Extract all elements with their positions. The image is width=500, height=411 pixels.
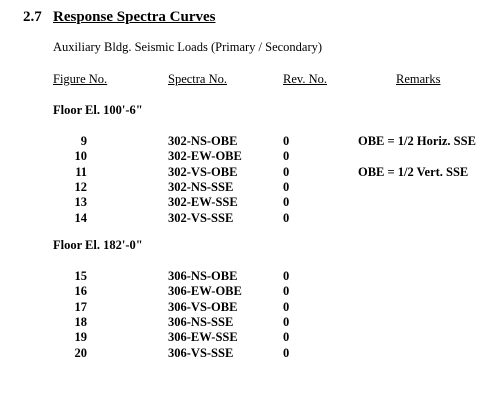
- figure-number: 20: [74, 345, 87, 360]
- revision-number: 0: [283, 330, 290, 345]
- figure-number: 14: [74, 210, 87, 225]
- figure-number: 13: [74, 195, 87, 210]
- spectra-number: 306-EW-OBE: [168, 284, 242, 299]
- spectra-number: 302-VS-OBE: [168, 164, 238, 179]
- revision-number: 0: [283, 269, 290, 283]
- table-row: [0, 300, 500, 315]
- spectra-number: 306-NS-SSE: [168, 314, 234, 329]
- spectra-number: 302-NS-OBE: [168, 134, 238, 148]
- figure-number: 19: [74, 330, 87, 345]
- revision-number: 0: [283, 314, 290, 329]
- spectra-number: 306-EW-SSE: [168, 330, 238, 345]
- table-row: [0, 180, 500, 195]
- revision-number: 0: [283, 149, 290, 164]
- figure-number: 15: [74, 269, 87, 283]
- spectra-number: 306-VS-SSE: [168, 345, 234, 360]
- spectra-number: 302-EW-OBE: [168, 149, 242, 164]
- remarks-text: OBE = 1/2 Horiz. SSE: [358, 134, 476, 148]
- spectra-number: 306-NS-OBE: [168, 269, 238, 283]
- table-row: [0, 195, 500, 210]
- figure-number: 9: [80, 134, 87, 148]
- floor-heading: Floor El. 182'-0": [53, 238, 143, 252]
- table-row: [0, 315, 500, 330]
- table-row: [0, 284, 500, 299]
- revision-number: 0: [283, 179, 290, 194]
- table-row: [0, 346, 500, 361]
- table-row: [0, 134, 500, 149]
- table-row: [0, 165, 500, 180]
- figure-number: 10: [74, 149, 87, 164]
- column-header-spectra: Spectra No.: [168, 72, 228, 86]
- spectra-number: 306-VS-OBE: [168, 299, 238, 314]
- column-header-remarks: Remarks: [396, 72, 441, 86]
- figure-number: 18: [74, 314, 87, 329]
- table-row: [0, 211, 500, 226]
- revision-number: 0: [283, 134, 290, 148]
- figure-number: 11: [75, 164, 87, 179]
- revision-number: 0: [283, 195, 290, 210]
- revision-number: 0: [283, 210, 290, 225]
- table-row: [0, 269, 500, 284]
- floor-heading: Floor El. 100'-6": [53, 103, 143, 117]
- figure-number: 12: [74, 179, 87, 194]
- table-row: [0, 330, 500, 345]
- table-row: [0, 149, 500, 164]
- column-header-figure: Figure No.: [53, 72, 108, 86]
- section-title: Response Spectra Curves: [53, 9, 216, 25]
- revision-number: 0: [283, 284, 290, 299]
- revision-number: 0: [283, 299, 290, 314]
- revision-number: 0: [283, 164, 290, 179]
- spectra-number: 302-NS-SSE: [168, 179, 234, 194]
- figure-number: 17: [74, 299, 87, 314]
- section-number: 2.7: [23, 9, 42, 25]
- section-subtitle: Auxiliary Bldg. Seismic Loads (Primary / Secondary): [53, 40, 323, 54]
- figure-number: 16: [74, 284, 87, 299]
- revision-number: 0: [283, 345, 290, 360]
- remarks-text: OBE = 1/2 Vert. SSE: [358, 164, 469, 179]
- spectra-number: 302-EW-SSE: [168, 195, 238, 210]
- spectra-number: 302-VS-SSE: [168, 210, 234, 225]
- column-header-rev: Rev. No.: [283, 72, 327, 86]
